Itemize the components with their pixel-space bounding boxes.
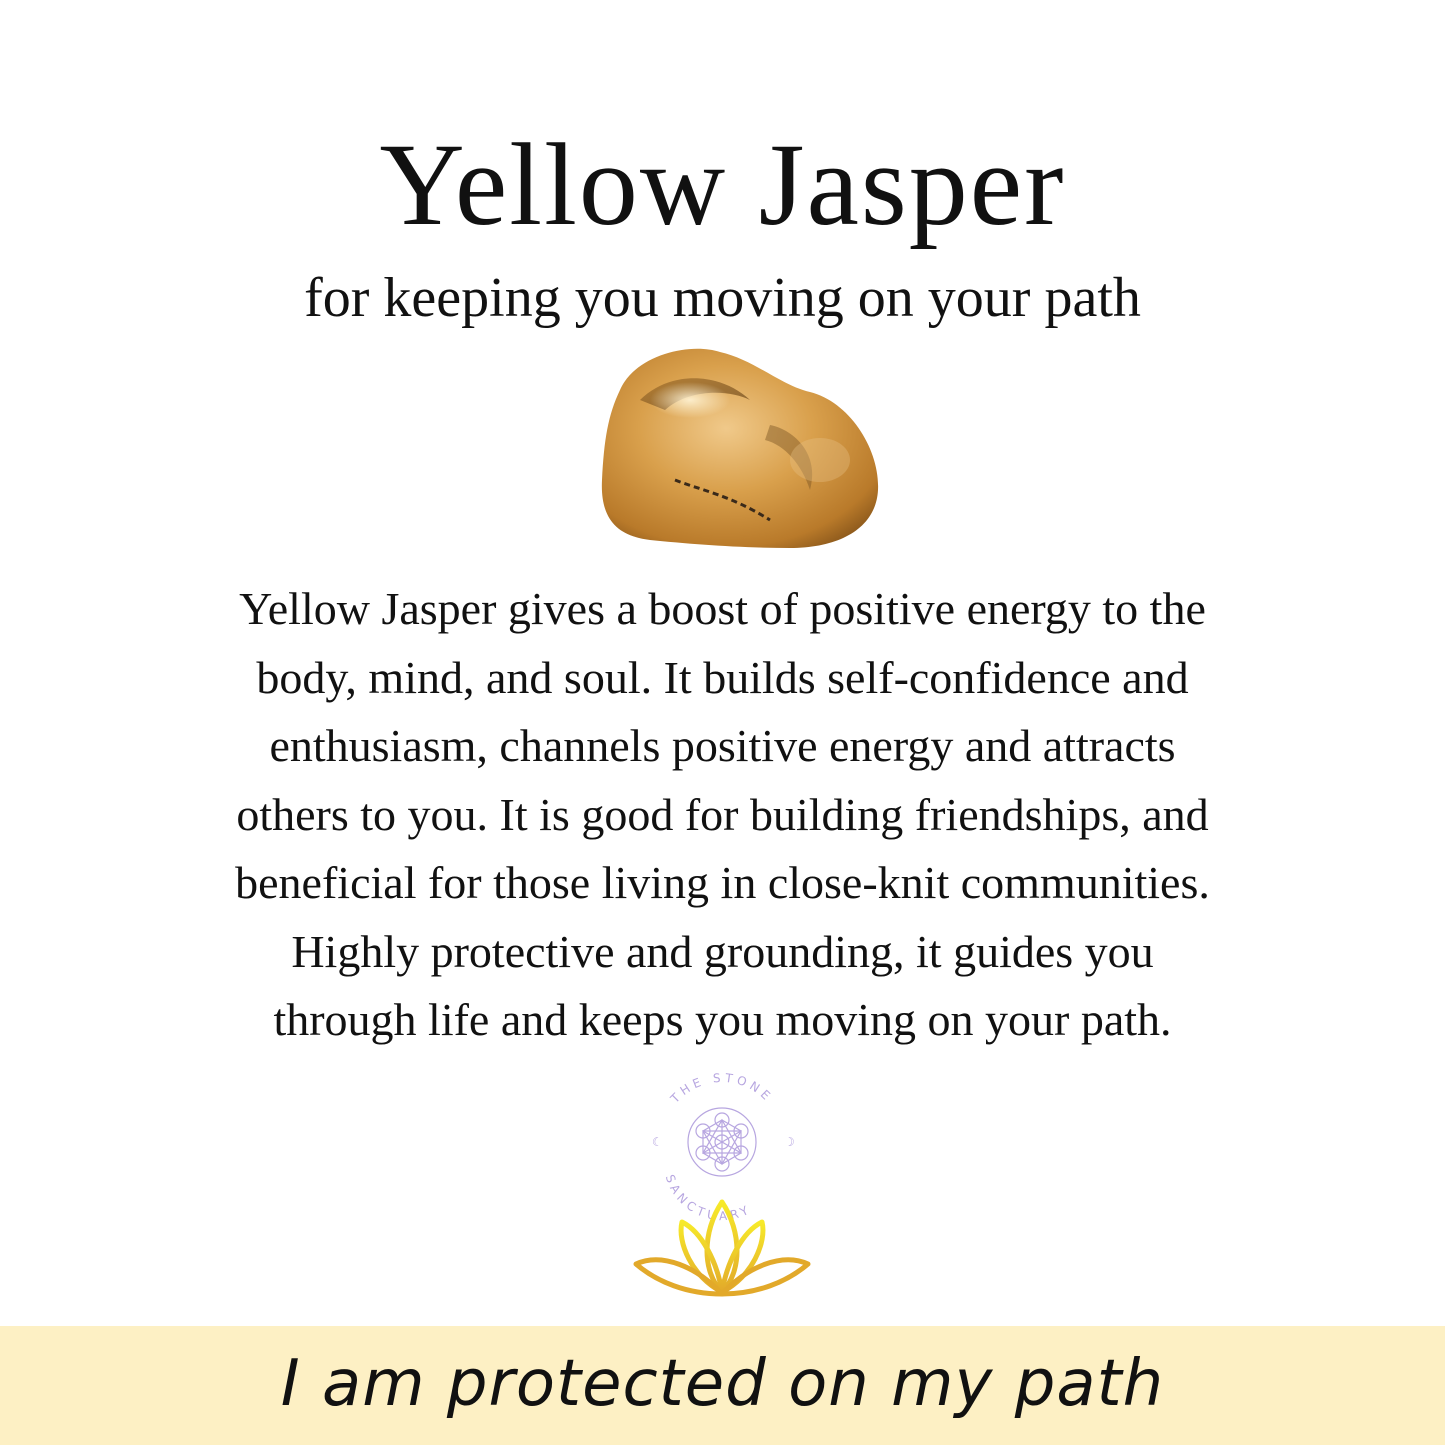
description-line: body, mind, and soul. It builds self-confidence and [256,651,1189,703]
lotus-metatron-logo-icon [622,1072,822,1312]
page-subtitle: for keeping you moving on your path [304,267,1141,329]
yellow-jasper-stone-icon [580,330,900,560]
affirmation-text: I am protected on my path [280,1347,1165,1421]
description-line: beneficial for those living in close-knit communities. [235,857,1210,908]
page-title: Yellow Jasper [379,119,1066,250]
description [140,575,1305,1055]
description-line: Yellow Jasper gives a boost of positive energy to the [239,583,1206,634]
description-line: Highly protective and grounding, it guides you [291,925,1154,977]
svg-text:☾: ☾ [652,1135,663,1149]
svg-text:SANCTUARY: SANCTUARY [662,1172,755,1224]
description-line: enthusiasm, channels positive energy and attracts [269,720,1176,771]
svg-text:THE STONE: THE STONE [667,1072,776,1106]
description-line: others to you. It is good for building friendships, and [236,788,1209,840]
description-line: through life and keeps you moving on your path. [273,994,1172,1045]
svg-text:☽: ☽ [784,1135,795,1149]
